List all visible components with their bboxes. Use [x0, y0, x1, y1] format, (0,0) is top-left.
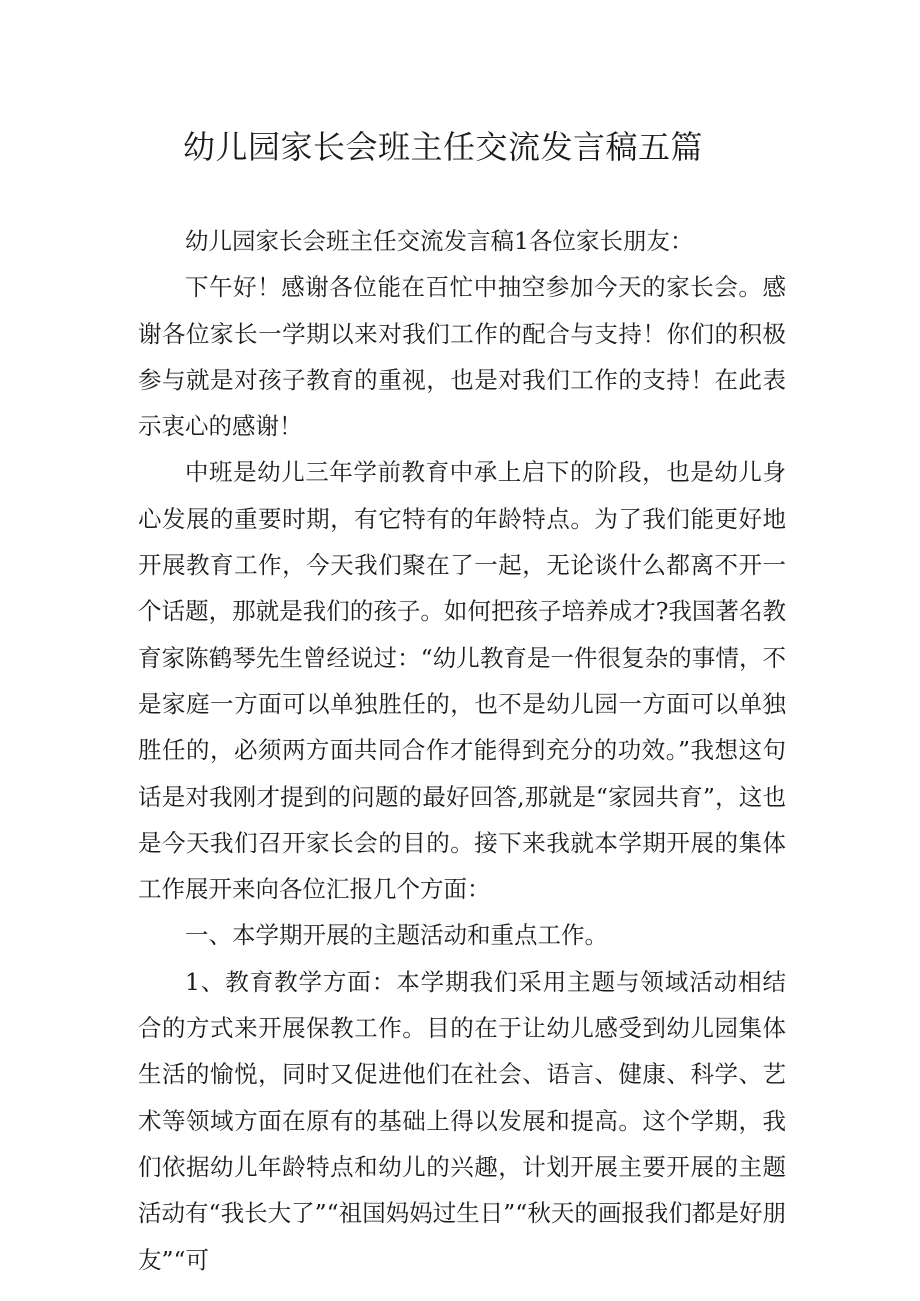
- paragraph-greeting: 幼儿园家长会班主任交流发言稿1各位家长朋友：: [185, 227, 694, 255]
- document-title: 幼儿园家长会班主任交流发言稿五篇: [183, 128, 704, 166]
- paragraph-thanks: 下午好！感谢各位能在百忙中抽空参加今天的家长会。感谢各位家长一学期以来对我们工作的配合与支持！你们的积极参与就是对孩子教育的重视，也是对我们工作的支持！在此表示衷心的感谢！: [138, 273, 786, 441]
- paragraph-middle-class: 中班是幼儿三年学前教育中承上启下的阶段，也是幼儿身心发展的重要时期，有它特有的年龄特点。为了我们能更好地开展教育工作，今天我们聚在了一起，无论谈什么都离不开一个话题，那就是我们的孩子。如何把孩子培养成才?我国著名教育家陈鹤琴先生曾经说过：“幼儿教育是一件很复杂的事情，不是家庭一方面可以单独胜任的，也不是幼儿园一方面可以单独胜任的，必须两方面共同合作才能得到充分的功效。”我想这句话是对我刚才提到的问题的最好回答,那就是“家园共育”，这也是今天我们召开家长会的目的。接下来我就本学期开展的集体工作展开来向各位汇报几个方面：: [138, 458, 786, 904]
- paragraph-education: 1、教育教学方面：本学期我们采用主题与领域活动相结合的方式来开展保教工作。目的在于让幼儿感受到幼儿园集体生活的愉悦，同时又促进他们在社会、语言、健康、科学、艺术等领域方面在原有的基础上得以发展和提高。这个学期，我们依据幼儿年龄特点和幼儿的兴趣，计划开展主要开展的主题活动有“我长大了”“祖国妈妈过生日”“秋天的画报我们都是好朋友”“可: [138, 967, 786, 1274]
- document-body: [138, 218, 786, 1283]
- section-heading-activities: 一、本学期开展的主题活动和重点工作。: [185, 921, 608, 950]
